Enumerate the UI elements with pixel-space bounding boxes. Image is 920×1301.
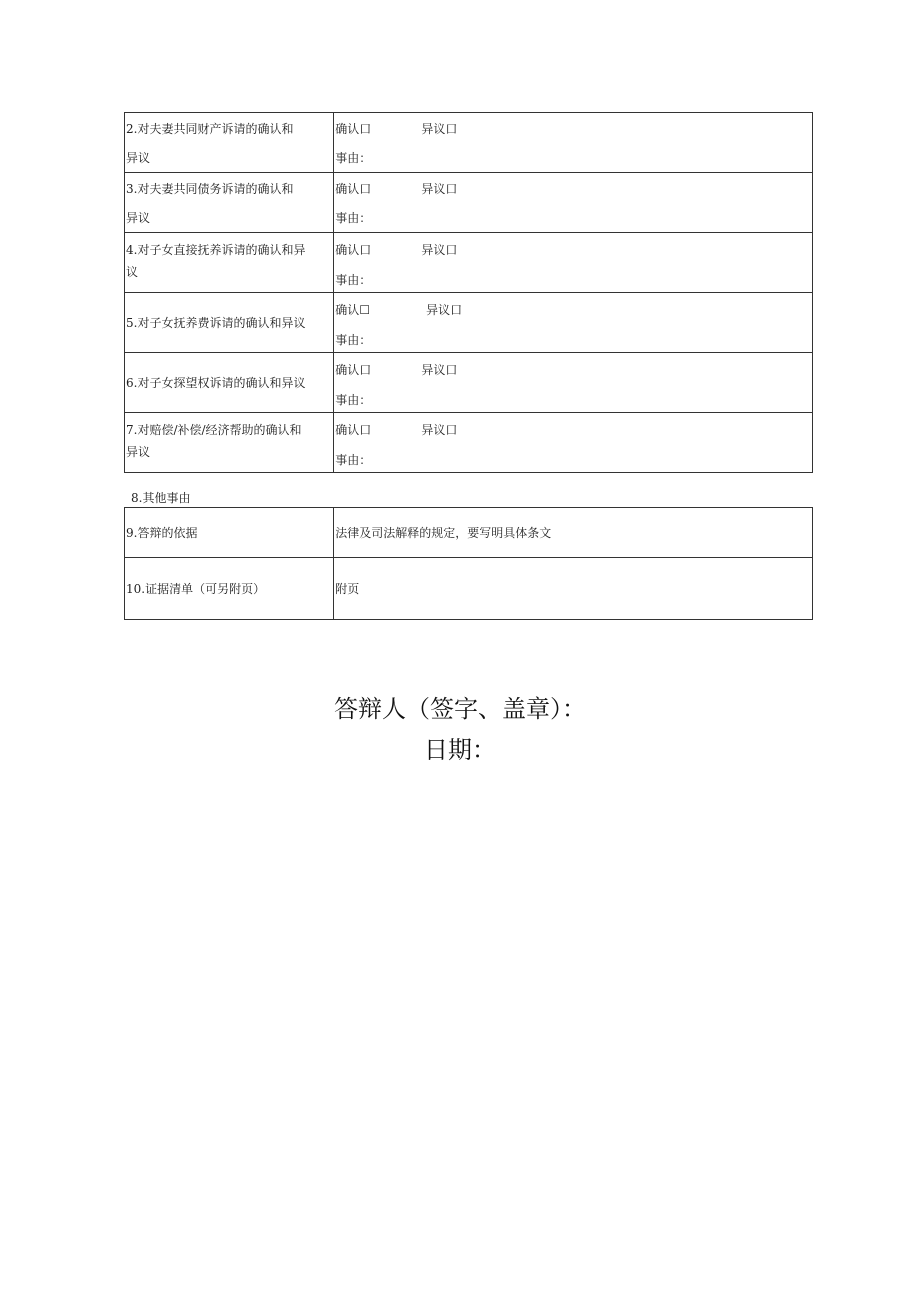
table-row [125,113,813,173]
item-response-cell [334,353,813,413]
confirm-checkbox[interactable]: 确认口 [335,122,372,136]
confirm-checkbox[interactable]: 确认口 [335,363,372,377]
other-reason-label: 8.其他事由 [131,491,191,505]
dispute-checkbox[interactable]: 异议口 [421,182,458,196]
reason-label: 事由： [335,151,372,165]
item-label-cell [125,233,334,293]
evidence-value[interactable]: 附页 [334,558,813,620]
item-label: 4.对子女直接抚养诉请的确认和异 [126,243,306,257]
item-response-cell [334,173,813,233]
table-row [125,558,813,620]
respondent-signature-line: 答辩人（签字、盖章）： [334,695,586,723]
item-response-cell [334,413,813,473]
dispute-checkbox[interactable]: 异议口 [421,243,458,257]
item-label-continued: 议 [126,265,139,279]
basis-value[interactable]: 法律及司法解释的规定，要写明具体条文 [334,508,813,558]
confirm-checkbox[interactable]: 确认口 [335,182,372,196]
dispute-checkbox[interactable]: 异议口 [421,363,458,377]
dispute-checkbox[interactable]: 异议口 [421,122,458,136]
item-label-continued: 异议 [126,445,151,459]
item-label: 6.对子女探望权诉请的确认和异议 [126,375,306,390]
table-row [125,353,813,413]
item-response-cell [334,113,813,173]
item-label-cell [125,113,334,173]
item-response-cell [334,233,813,293]
item-label-cell [125,293,334,353]
reason-label: 事由： [335,211,372,225]
evidence-label: 10.证据清单（可另附页） [125,558,334,620]
dispute-checkbox[interactable]: 异议口 [426,303,463,317]
item-label-continued: 异议 [126,151,151,165]
table-row [125,173,813,233]
confirm-checkbox[interactable]: 确认口 [335,243,372,257]
item-label: 3.对夫妻共同债务诉请的确认和 [126,182,294,196]
item-label-cell [125,353,334,413]
table-row [125,508,813,558]
confirm-checkbox[interactable]: 确认☐ [335,303,371,317]
reason-label: 事由： [335,393,372,407]
confirm-checkbox[interactable]: 确认口 [335,423,372,437]
reason-label: 事由： [335,273,372,287]
table-row [125,413,813,473]
date-line: 日期： [424,736,496,764]
item-label: 5.对子女抚养费诉请的确认和异议 [126,315,306,330]
table-row [125,233,813,293]
item-response-cell [334,293,813,353]
basis-evidence-table [124,507,813,620]
item-label: 7.对赔偿/补偿/经济帮助的确认和 [126,423,302,437]
basis-label: 9.答辩的依据 [125,508,334,558]
item-label-cell [125,173,334,233]
item-label-continued: 异议 [126,211,151,225]
dispute-checkbox[interactable]: 异议口 [421,423,458,437]
table-row [125,293,813,353]
reason-label: 事由： [335,453,372,467]
response-table [124,112,813,473]
item-label: 2.对夫妻共同财产诉请的确认和 [126,122,294,136]
item-label-cell [125,413,334,473]
reason-label: 事由： [335,333,372,347]
